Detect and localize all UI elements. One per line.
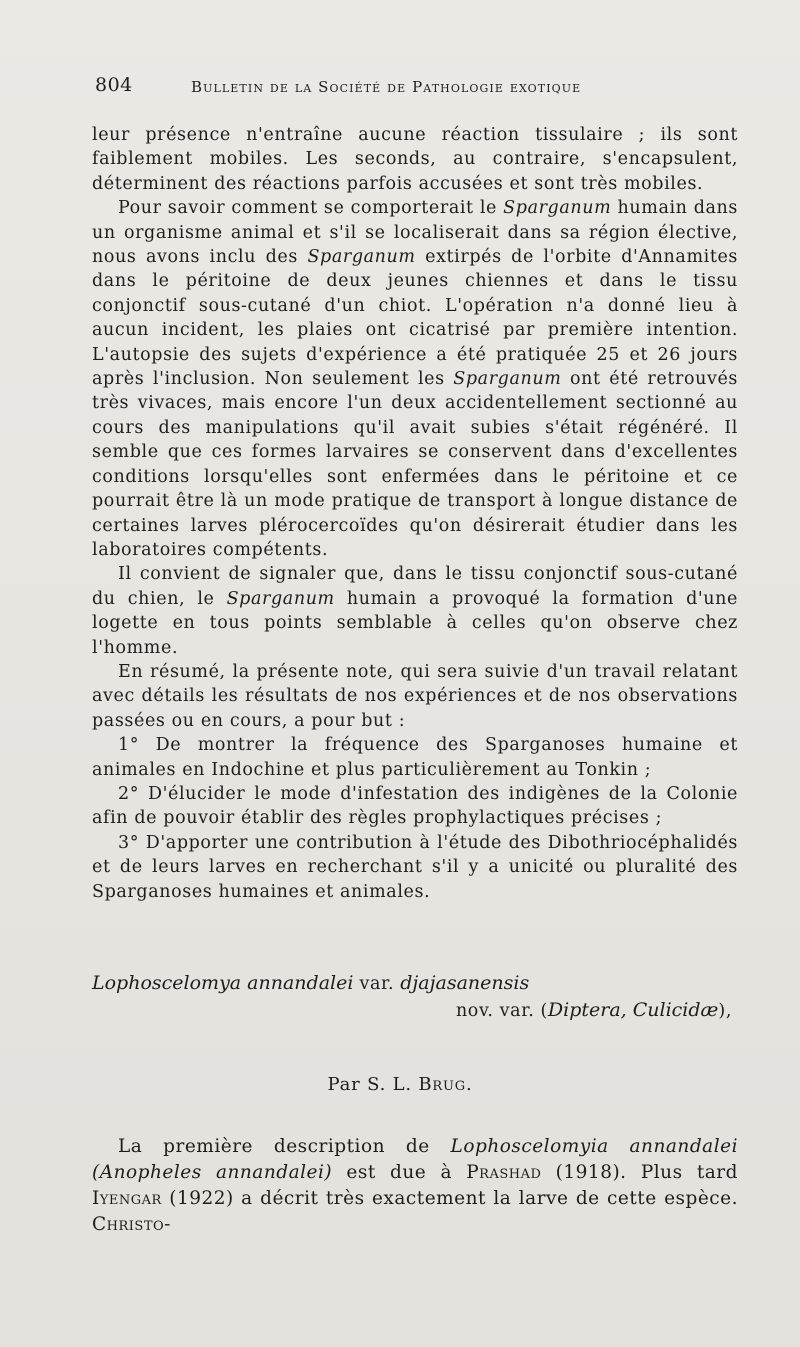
- paragraph-4: En résumé, la présente note, qui sera suivie d'un travail relatant avec détails les résultats de nos expériences et de nos observations passées ou en cours, a pour but :: [92, 661, 738, 731]
- running-title: Bulletin de la Société de Pathologie exotique: [191, 78, 582, 96]
- list-item-2: 2° D'élucider le mode d'infestation des indigènes de la Colonie afin de pouvoir établir des règles prophylactiques précises ;: [92, 783, 738, 829]
- byline: Par S. L. Brug.: [327, 1074, 473, 1095]
- article-intro: [92, 1134, 738, 1238]
- page-number: 804: [95, 74, 133, 96]
- paragraph-1: leur présence n'entraîne aucune réaction tissulaire ; ils sont faiblement mobiles. Les seconds, au contraire, s'encapsulent, déterminent des réactions parfois accusées et sont très mobiles.: [92, 125, 738, 194]
- paragraph-3: Il convient de signaler que, dans le tissu conjonctif sous-cutané du chien, le Sparganum humain a provoqué la formation d'une logette en tous points semblable à celles qu'on observe chez l'homme.: [92, 564, 738, 658]
- taxon: Diptera, Culicidæ: [547, 999, 719, 1021]
- article-title: Lophoscelomya annandalei var. djajasanensis nov. var. (Diptera, Culicidæ),: [92, 972, 732, 1021]
- author-name: S. L. Brug.: [367, 1074, 473, 1095]
- page-header: [95, 74, 655, 104]
- article-body: [92, 123, 738, 904]
- list-item-1: 1° De montrer la fréquence des Sparganoses humaine et animales en Indochine et plus particulièrement au Tonkin ;: [92, 735, 738, 780]
- species-name: Lophoscelomya annandalei: [92, 972, 354, 994]
- paragraph-2: Pour savoir comment se comporterait le Sparganum humain dans un organisme animal et s'il se localiserait dans sa région élective, nous avons inclu des Sparganum extirpés de l'orbite d'Annamites dans le péritoine de deux jeunes chiennes et dans le tissu conjonctif sous-cutané d'un chiot. L'opération n'a donné lieu à aucun incident, les plaies ont cicatrisé par première intention. L'autopsie des sujets d'expérience a été pratiquée 25 et 26 jours après l'inclusion. Non seulement les Sparganum ont été retrouvés très vivaces, mais encore l'un deux accidentellement sectionné au cours des manipulations qu'il avait subies s'était régénéré. Il semble que ces formes larvaires se conservent dans d'excellentes conditions lorsqu'elles sont enfermées dans le péritoine et ce pourrait être là un mode pratique de transport à longue distance de certaines larves plérocercoïdes qu'on désirerait étudier dans les laboratoires compétents.: [92, 198, 739, 560]
- variety-name: djajasanensis: [400, 972, 530, 994]
- intro-paragraph: La première description de Lophoscelomyia annandalei (Anopheles annandalei) est due à Prashad (1918). Plus tard Iyengar (1922) a décrit très exactement la larve de cette espèce. Christo-: [92, 1136, 738, 1235]
- list-item-3: 3° D'apporter une contribution à l'étude des Dibothriocéphalidés et de leurs larves en recherchant s'il y a unicité ou pluralité des Sparganoses humaines et animales.: [92, 832, 738, 902]
